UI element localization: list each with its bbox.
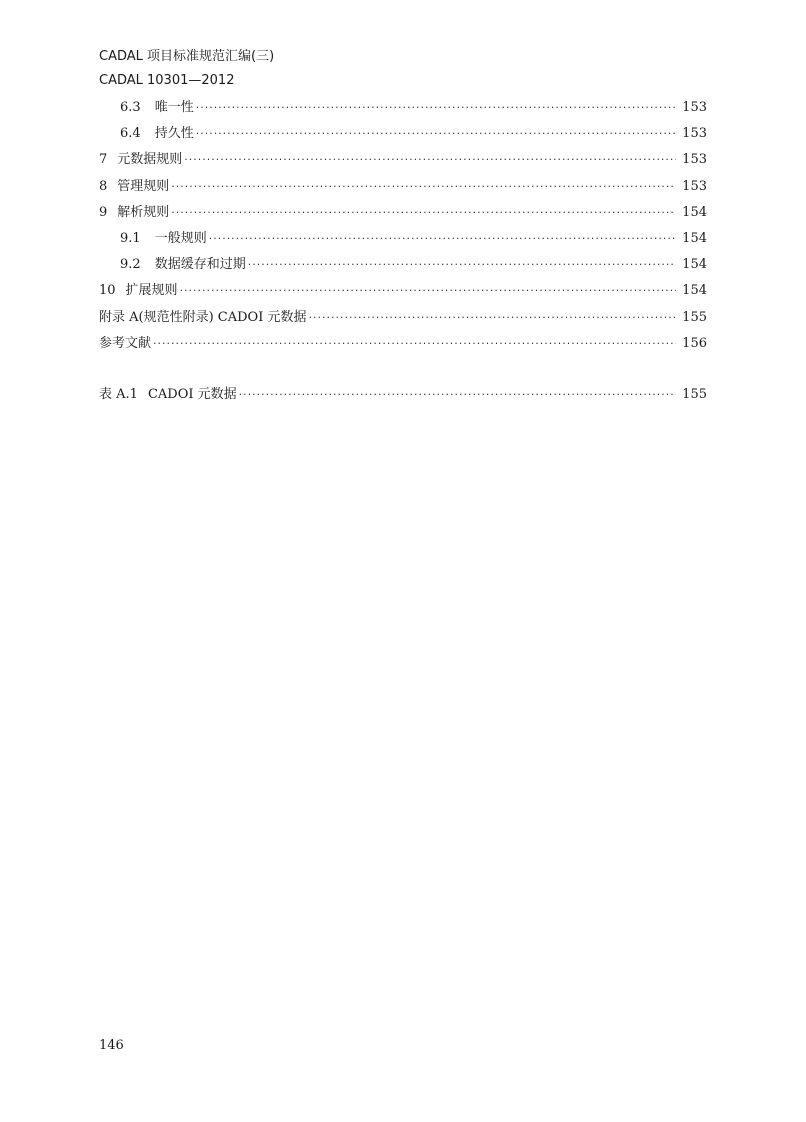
toc-title: 参考文献 xyxy=(99,335,152,351)
toc-number: 9.2 xyxy=(120,257,141,273)
toc-title: 解析规则 xyxy=(117,204,170,220)
toc-dot-leader xyxy=(184,150,676,170)
toc-entry-appendix-a[interactable] xyxy=(99,308,707,334)
toc-entry-8[interactable] xyxy=(99,177,707,203)
toc-page: 156 xyxy=(682,335,707,351)
toc-entry-6-3[interactable] xyxy=(99,98,707,124)
document-header-code: CADAL 10301—2012 xyxy=(99,73,235,88)
toc-dot-leader xyxy=(153,334,676,354)
toc-number: 9 xyxy=(99,204,108,220)
toc-title: 元数据规则 xyxy=(117,152,183,168)
toc-entry-9[interactable] xyxy=(99,203,707,229)
toc-page: 154 xyxy=(682,204,707,220)
toc-dot-leader xyxy=(171,203,676,223)
document-header-title: CADAL 项目标准规范汇编(三) xyxy=(99,49,275,64)
toc-title: 数据缓存和过期 xyxy=(154,257,246,273)
toc-entry-6-4[interactable] xyxy=(99,124,707,150)
toc-page: 154 xyxy=(682,257,707,273)
toc-dot-leader xyxy=(239,385,677,405)
toc-dot-leader xyxy=(196,98,676,118)
toc-page: 155 xyxy=(682,309,707,325)
toc-page: 153 xyxy=(682,126,707,142)
toc-page: 154 xyxy=(682,283,707,299)
toc-entry-10[interactable] xyxy=(99,281,707,307)
toc-page: 153 xyxy=(682,100,707,115)
toc-number: 7 xyxy=(99,152,108,168)
toc-number: 10 xyxy=(99,283,116,299)
toc-dot-leader xyxy=(209,229,676,249)
list-of-tables xyxy=(99,385,707,411)
toc-title: 扩展规则 xyxy=(125,283,178,299)
toc-number: 6.3 xyxy=(120,100,141,115)
toc-entry-9-2[interactable] xyxy=(99,255,707,281)
toc-number: 表 A.1 xyxy=(99,387,138,402)
toc-dot-leader xyxy=(171,177,676,197)
toc-title: 附录 A(规范性附录) CADOI 元数据 xyxy=(99,309,307,325)
toc-number: 9.1 xyxy=(120,230,141,246)
toc-dot-leader xyxy=(248,255,676,275)
toc-page: 153 xyxy=(682,152,707,168)
page-number: 146 xyxy=(99,1038,124,1053)
toc-dot-leader xyxy=(308,308,676,328)
toc-number: 6.4 xyxy=(120,126,141,142)
toc-entry-9-1[interactable] xyxy=(99,229,707,255)
toc-dot-leader xyxy=(196,124,676,144)
toc-title: 管理规则 xyxy=(117,178,170,194)
toc-dot-leader xyxy=(180,281,677,301)
toc-page: 154 xyxy=(682,230,707,246)
toc-title: 唯一性 xyxy=(154,100,194,115)
toc-page: 155 xyxy=(682,387,707,402)
toc-page: 153 xyxy=(682,178,707,194)
toc-title: 持久性 xyxy=(154,126,194,142)
toc-title: 一般规则 xyxy=(154,230,207,246)
table-of-contents xyxy=(99,98,707,360)
toc-entry-7[interactable] xyxy=(99,150,707,176)
toc-entry-references[interactable] xyxy=(99,334,707,360)
toc-title: CADOI 元数据 xyxy=(147,387,237,402)
toc-number: 8 xyxy=(99,178,108,194)
toc-entry-table-a1[interactable] xyxy=(99,385,707,411)
